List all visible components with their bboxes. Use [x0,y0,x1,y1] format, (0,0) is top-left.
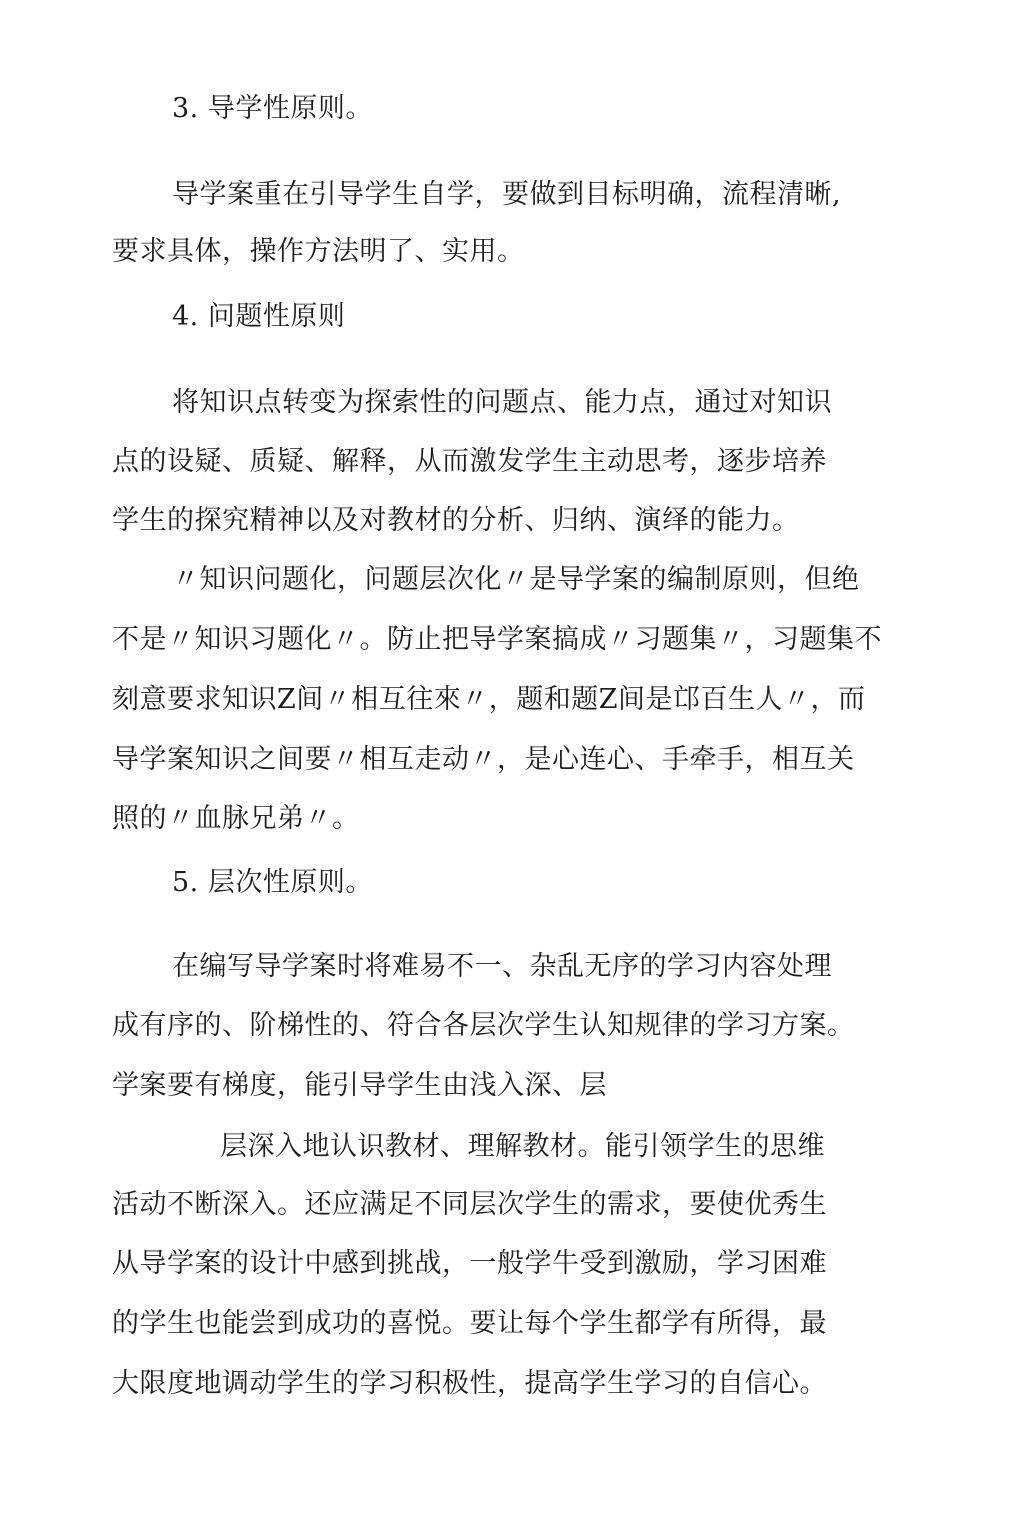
heading-3-guidance-principle: 3. 导学性原则。 [172,93,373,124]
paragraph-line: 〃知识问题化，问题层次化〃是导学案的编制原则，但绝 [172,564,860,595]
paragraph-line: 导学案重在引导学生自学，要做到目标明确，流程清晰, [172,179,842,210]
paragraph-line: 学案要有梯度，能引导学生由浅入深、层 [112,1070,607,1101]
paragraph-line: 的学生也能尝到成功的喜悦。要让每个学生都学有所得，最 [112,1308,827,1339]
paragraph-line: 大限度地调动学生的学习积极性，提高学生学习的自信心。 [112,1368,827,1399]
paragraph-line: 层深入地认识教材、理解教材。能引领学生的思维 [220,1131,825,1162]
paragraph-line: 在编写导学案时将难易不一、杂乱无序的学习内容处理 [172,951,832,982]
paragraph-line: 导学案知识之间要〃相互走动〃，是心连心、手牵手，相互关 [112,744,855,775]
paragraph-line: 刻意要求知识Z间〃相互往來〃，题和题Z间是邙百生人〃，而 [112,684,866,715]
paragraph-line: 将知识点转变为探索性的问题点、能力点，通过对知识 [172,387,832,418]
heading-4-problem-principle: 4. 问题性原则 [172,301,346,332]
paragraph-line: 不是〃知识习题化〃。防止把导学案搞成〃习题集〃，习题集不 [112,624,882,655]
paragraph-line: 成有序的、阶梯性的、符合各层次学生认知规律的学习方案。 [112,1010,855,1041]
paragraph-line: 学生的探究精神以及对教材的分析、归纳、演绎的能力。 [112,505,800,536]
paragraph-line: 活动不断深入。还应满足不同层次学生的需求，要使优秀生 [112,1189,827,1220]
paragraph-line: 点的设疑、质疑、解释，从而激发学生主动思考，逐步培养 [112,446,827,477]
heading-5-level-principle: 5. 层次性原则。 [172,867,373,898]
paragraph-line: 照的〃血脉兄弟〃。 [112,803,360,834]
paragraph-line: 从导学案的设计中感到挑战，一般学牛受到激励，学习困难 [112,1248,827,1279]
paragraph-line: 要求具体，操作方法明了、实用。 [112,236,525,267]
